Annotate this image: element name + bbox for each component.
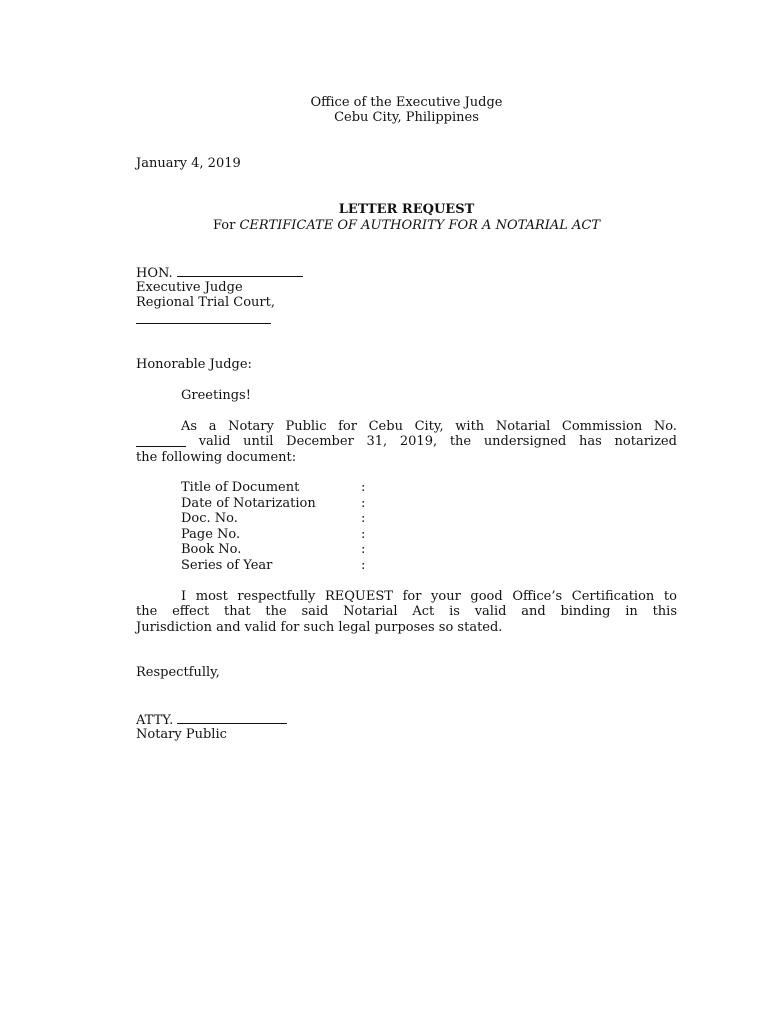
field-colon: :	[361, 480, 366, 495]
subtitle-for-label: For	[212, 218, 236, 233]
paragraph1-line1	[181, 419, 677, 435]
p2-word: valid	[474, 604, 507, 619]
p1-word: No.	[653, 419, 677, 434]
paragraph1-line3: the following document:	[136, 450, 297, 465]
field-label: Doc. No.	[181, 511, 238, 526]
p2-word: your	[431, 589, 461, 604]
field-label: Title of Document	[181, 480, 300, 495]
p2-word: in	[625, 604, 638, 619]
p1-word: Commission	[561, 419, 643, 434]
field-colon: :	[361, 558, 366, 573]
letter-title: LETTER REQUEST	[338, 202, 475, 217]
paragraph2-line1	[181, 589, 677, 605]
p2-word: Certification	[571, 589, 655, 604]
p2-word: said	[301, 604, 329, 619]
office-location: Cebu City, Philippines	[334, 110, 479, 125]
letter-subtitle	[136, 218, 677, 234]
hon-name-blank	[177, 264, 303, 277]
p2-word: and	[521, 604, 546, 619]
closing: Respectfully,	[136, 665, 220, 680]
p1-word: 31,	[366, 434, 388, 449]
p2-word: the	[136, 604, 158, 619]
field-colon: :	[361, 496, 366, 511]
p2-word: good	[470, 589, 503, 604]
p2-word: Office’s	[512, 589, 563, 604]
p1-word: the	[449, 434, 472, 449]
p1-word: valid	[198, 434, 231, 449]
addressee-city-blank-line	[136, 311, 271, 329]
p1-word: As	[181, 419, 198, 434]
salutation: Honorable Judge:	[136, 357, 252, 372]
atty-label: ATTY.	[136, 713, 174, 728]
p2-word: for	[402, 589, 422, 604]
p2-word: this	[652, 604, 677, 619]
p1-word: for	[338, 419, 357, 434]
addressee-court: Regional Trial Court,	[136, 295, 276, 310]
p1-word: Cebu	[368, 419, 403, 434]
paragraph2-line3: Jurisdiction and valid for such legal purposes so stated.	[136, 620, 503, 635]
addressee-position: Executive Judge	[136, 280, 243, 295]
p2-word: Act	[412, 604, 435, 619]
commission-number-blank	[136, 434, 186, 447]
subtitle-subject: CERTIFICATE OF AUTHORITY FOR A NOTARIAL ACT	[239, 218, 601, 233]
field-colon: :	[361, 542, 366, 557]
p2-word: I	[181, 589, 187, 604]
paragraph1-line2	[136, 434, 677, 450]
p2-word: Notarial	[343, 604, 398, 619]
hon-label: HON.	[136, 266, 173, 281]
p1-word: Notary	[228, 419, 274, 434]
p1-word: a	[208, 419, 217, 434]
p1-word: notarized	[614, 434, 677, 449]
city-blank	[136, 311, 271, 324]
p2-word: that	[224, 604, 251, 619]
field-label: Date of Notarization	[181, 496, 316, 511]
field-colon: :	[361, 511, 366, 526]
field-colon: :	[361, 527, 366, 542]
p2-word: is	[449, 604, 460, 619]
p1-word: has	[579, 434, 602, 449]
p1-word: until	[243, 434, 274, 449]
field-label: Page No.	[181, 527, 241, 542]
p1-word: City,	[414, 419, 444, 434]
p2-word: most	[195, 589, 228, 604]
p2-word: to	[663, 589, 677, 604]
field-label: Series of Year	[181, 558, 273, 573]
office-heading: Office of the Executive Judge	[310, 95, 503, 110]
p2-word: the	[265, 604, 287, 619]
p2-word: REQUEST	[324, 589, 393, 604]
p1-word: December	[286, 434, 354, 449]
p1-word: with	[455, 419, 485, 434]
greeting: Greetings!	[181, 388, 251, 403]
p1-word: Notarial	[495, 419, 551, 434]
p2-word: respectfully	[237, 589, 316, 604]
p2-word: binding	[560, 604, 611, 619]
field-label: Book No.	[181, 542, 242, 557]
p2-word: effect	[172, 604, 210, 619]
letter-date: January 4, 2019	[136, 156, 241, 171]
signature-role: Notary Public	[136, 727, 227, 742]
p1-word: 2019,	[399, 434, 438, 449]
p1-word: Public	[285, 419, 327, 434]
paragraph2-line2	[136, 604, 677, 620]
atty-name-blank	[177, 711, 287, 724]
p1-word: undersigned	[483, 434, 567, 449]
